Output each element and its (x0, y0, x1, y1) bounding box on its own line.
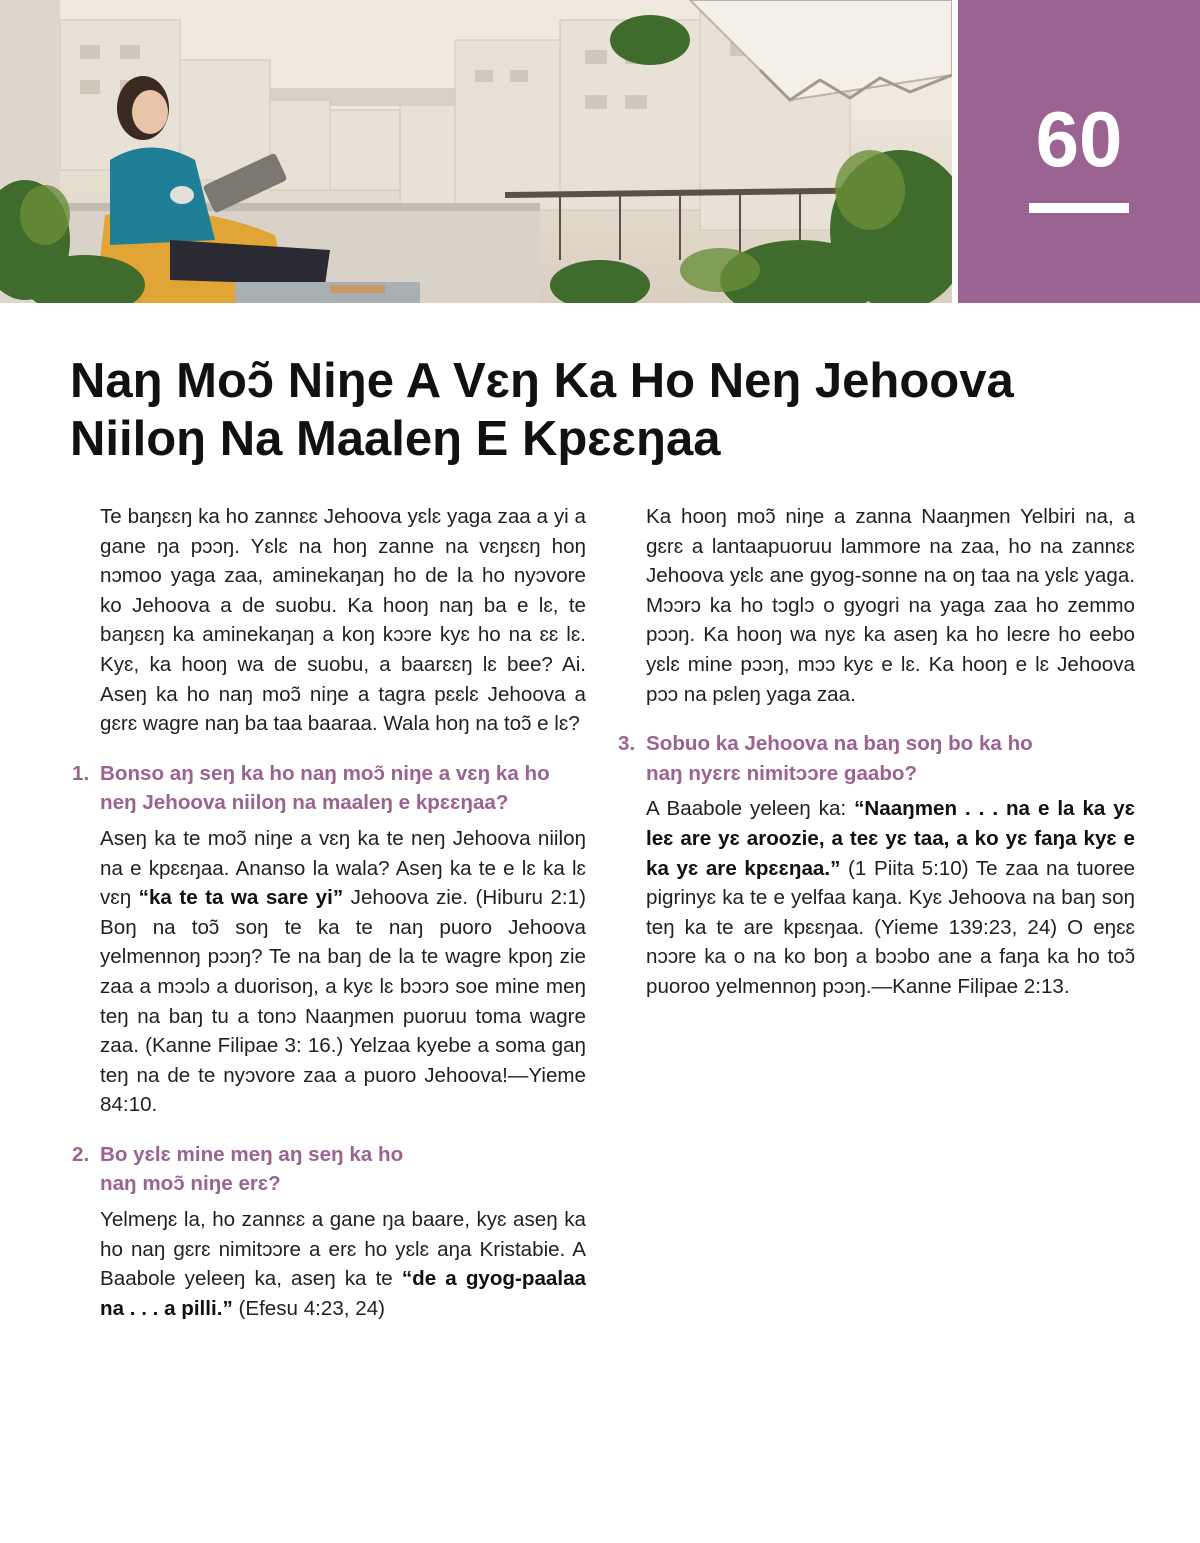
left-column (72, 502, 586, 1323)
section-3-text-b: (1 Piita 5:10) Te zaa na tuoree pigrinyɛ ka te e yelfaa kaŋa. Kyɛ Jehoova na baŋ soŋ teŋ ka te are kpɛɛŋaa. (Yieme 139:23, 24) O eŋɛɛ nɔɔre ka o na ko boŋ a bɔɔbo ane a faŋa ka ho toɔ̃ puoroo yelmennoŋ pɔɔŋ.—Kanne Filipae 2:13. (646, 856, 1135, 998)
section-2-text-a: Yelmeŋɛ la, ho zannɛɛ a gane ŋa baare, kyɛ aseŋ ka ho naŋ gɛrɛ nimitɔɔre a erɛ ho yɛlɛ aŋa Kristabie. A Baabole yeleeŋ ka, aseŋ ka te (100, 1208, 586, 1291)
balcony-city-illustration (0, 0, 952, 303)
section-1-number: 1. (72, 761, 90, 785)
section-3-text-a: A Baabole yeleeŋ ka: (646, 797, 847, 821)
section-2-question (72, 1140, 586, 1199)
section-1-quote: “ka te ta wa sare yi” (138, 886, 344, 910)
header-photo (0, 0, 952, 303)
section-1-text-b: Jehoova zie. (Hiburu 2:1) Boŋ na toɔ̃ soŋ te ka te naŋ puoro Jehoova yelmennoŋ pɔɔŋ? Te na baŋ de la te wagre kpoŋ zie zaa a mɔɔlɔ a duorisoŋ, a kyɛ lɛ bɔɔrɔ soe mine meŋ teŋ na baŋ tu a tonɔ Naaŋmen puoruu toma wagre zaa. (Kanne Filipae 3: 16.) Yelzaa kyebe a soma gaŋ teŋ na de te nyɔvore zaa a puoro Jehoova!—Yieme 84:10. (100, 886, 586, 1117)
lesson-number-underline (1029, 203, 1129, 213)
intro-paragraph: Te baŋɛɛŋ ka ho zannɛɛ Jehoova yɛlɛ yaga zaa a yi a gane ŋa pɔɔŋ. Yɛlɛ na hoŋ zanne na vɛŋɛɛŋ hoŋ nɔmoo yaga zaa, aminekaŋaŋ ho de la ho nyɔvore ko Jehoova a de suobu. Ka hooŋ naŋ ba e lɛ, te baŋɛɛŋ ka aminekaŋaŋ a koŋ kɔɔre kyɛ ho na ɛɛ lɛ. Kyɛ, ka hooŋ wa de suobu, a baarɛɛŋ lɛ bee? Ai. Aseŋ ka ho naŋ moɔ̃ niŋe a tagra pɛɛlɛ Jehoova a gɛrɛ wagre naŋ ba taa baaraa. Wala hoŋ na toɔ̃ e lɛ? (100, 505, 586, 736)
section-2-paragraph (100, 1205, 586, 1323)
lesson-number: 60 (1035, 95, 1123, 183)
section-3-paragraph (646, 794, 1135, 1001)
section-2-text-b: (Efesu 4:23, 24) (238, 1296, 386, 1320)
section-1-question (72, 759, 586, 818)
section-3-question (618, 729, 1135, 788)
section-2-number: 2. (72, 1142, 90, 1166)
page-title-line-2: Niiloŋ Na Maaleŋ E Kpɛɛŋaa (70, 412, 721, 466)
section-1-paragraph (100, 824, 586, 1120)
right-column (618, 502, 1135, 1002)
section-3-question-line-1: Sobuo ka Jehoova na baŋ soŋ bo ka ho (646, 732, 1033, 756)
section-3-quote: “Naaŋmen . . . na e la ka yɛ leɛ are yɛ aroozie, a teɛ yɛ taa, a ko yɛ faŋa kyɛ e ka yɛ are kpɛɛŋaa.” (646, 797, 1135, 880)
section-1-text-a: Aseŋ ka te moɔ̃ niŋe a vɛŋ ka te neŋ Jehoova niiloŋ na e kpɛɛŋaa. Ananso la wala? Aseŋ ka te e lɛ ka lɛ vɛŋ (100, 826, 586, 910)
right-intro-paragraph: Ka hooŋ moɔ̃ niŋe a zanna Naaŋmen Yelbiri na, a gɛrɛ a lantaapuoruu lammore na zaa, ho na zannɛɛ Jehoova yɛlɛ ane gyog-sonne na oŋ taa na yɛlɛ yaga. Mɔɔrɔ ka ho tɔglɔ o gyogri na yaga zaa ho zemmo pɔɔŋ. Ka hooŋ wa nyɛ ka aseŋ ka ho leɛre ho eebo yɛlɛ mine pɔɔŋ, mɔɔ kyɛ e lɛ. Ka hooŋ e lɛ Jehoova pɔɔ na pɛleŋ yaga zaa. (646, 505, 1135, 706)
section-2-question-line-1: Bo yɛlɛ mine meŋ aŋ seŋ ka ho (100, 1142, 404, 1166)
lesson-number-badge (958, 0, 1200, 303)
section-3-number: 3. (618, 732, 636, 756)
section-2-quote: “de a gyog-paalaa na . . . a pilli.” (100, 1267, 586, 1320)
page-title-line-1: Naŋ Moɔ̃ Niŋe A Vɛŋ Ka Ho Neŋ Jehoova (70, 354, 1014, 408)
section-3-question-line-2: naŋ nyɛrɛ nimitɔɔre gaabo? (646, 761, 918, 785)
section-2-question-line-2: naŋ moɔ̃ niŋe erɛ? (100, 1172, 281, 1196)
section-1-question-text: Bonso aŋ seŋ ka ho naŋ moɔ̃ niŋe a vɛŋ ka ho neŋ Jehoova niiloŋ na maaleŋ e kpɛɛŋaa? (100, 761, 550, 815)
page-title (70, 352, 1130, 468)
